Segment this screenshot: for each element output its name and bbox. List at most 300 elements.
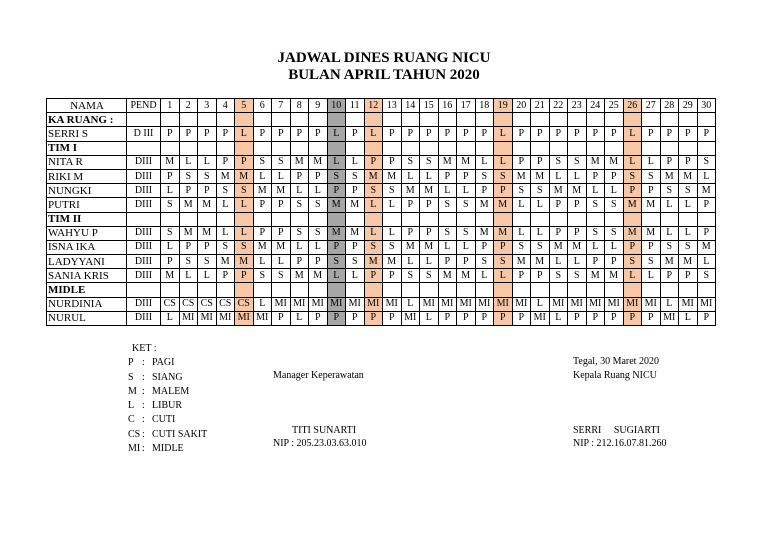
section-day-cell (253, 283, 272, 297)
section-day-cell (161, 283, 180, 297)
shift-cell: P (475, 127, 494, 141)
shift-cell: S (660, 184, 679, 198)
shift-cell: P (512, 269, 531, 283)
staff-row (47, 184, 716, 198)
shift-cell: P (253, 127, 272, 141)
shift-cell: P (346, 127, 365, 141)
staff-pend: D III (127, 127, 161, 141)
section-day-cell (179, 141, 198, 155)
header-day: 7 (272, 99, 291, 113)
shift-cell: S (549, 155, 568, 169)
shift-cell: S (623, 169, 642, 183)
shift-cell: P (568, 226, 587, 240)
shift-cell: P (494, 240, 513, 254)
shift-cell: L (642, 269, 661, 283)
header-day: 12 (364, 99, 383, 113)
shift-cell: L (623, 269, 642, 283)
section-day-cell (383, 283, 402, 297)
shift-cell: L (420, 255, 439, 269)
section-day-cell (568, 113, 587, 127)
section-day-cell (531, 212, 550, 226)
shift-cell: S (290, 198, 309, 212)
shift-cell: L (586, 240, 605, 254)
staff-pend: DIII (127, 184, 161, 198)
shift-cell: S (309, 226, 328, 240)
header-pend: PEND (127, 99, 161, 113)
section-day-cell (272, 141, 291, 155)
shift-cell: P (161, 127, 180, 141)
shift-cell: P (475, 311, 494, 325)
shift-cell: P (475, 240, 494, 254)
shift-cell: L (494, 155, 513, 169)
header-day: 10 (327, 99, 346, 113)
shift-cell: L (401, 169, 420, 183)
section-day-cell (623, 113, 642, 127)
section-day-cell (531, 113, 550, 127)
shift-cell: M (253, 240, 272, 254)
legend-item (128, 356, 207, 370)
section-day-cell (290, 113, 309, 127)
section-day-cell (568, 141, 587, 155)
shift-cell: M (494, 198, 513, 212)
section-day-cell (512, 113, 531, 127)
shift-cell: P (512, 155, 531, 169)
shift-cell: S (660, 240, 679, 254)
shift-cell: P (290, 127, 309, 141)
shift-cell: CS (161, 297, 180, 311)
shift-cell: M (401, 184, 420, 198)
shift-cell: L (457, 240, 476, 254)
shift-cell: M (346, 198, 365, 212)
document-title: JADWAL DINES RUANG NICU (277, 50, 491, 66)
shift-cell: S (216, 184, 235, 198)
shift-cell: S (623, 255, 642, 269)
staff-row (47, 155, 716, 169)
legend-sep: : (142, 443, 145, 455)
section-day-cell (364, 113, 383, 127)
shift-cell: CS (235, 297, 254, 311)
shift-cell: L (475, 269, 494, 283)
shift-cell: L (179, 269, 198, 283)
shift-cell: S (179, 255, 198, 269)
staff-row (47, 226, 716, 240)
shift-cell: L (235, 226, 254, 240)
section-day-cell (549, 141, 568, 155)
shift-cell: P (605, 311, 624, 325)
shift-cell: L (642, 155, 661, 169)
shift-cell: P (272, 311, 291, 325)
section-day-cell (457, 283, 476, 297)
shift-cell: L (253, 255, 272, 269)
shift-cell: P (549, 127, 568, 141)
section-day-cell (438, 141, 457, 155)
staff-row (47, 311, 716, 325)
shift-cell: L (531, 198, 550, 212)
shift-cell: M (309, 155, 328, 169)
shift-cell: P (457, 311, 476, 325)
header-day: 13 (383, 99, 402, 113)
shift-cell: S (235, 184, 254, 198)
shift-cell: L (179, 155, 198, 169)
shift-cell: L (309, 240, 328, 254)
header-day: 27 (642, 99, 661, 113)
shift-cell: S (438, 226, 457, 240)
section-title: TIM II (47, 212, 127, 226)
shift-cell: M (512, 255, 531, 269)
shift-cell: P (309, 311, 328, 325)
section-day-cell (475, 141, 494, 155)
shift-cell: P (290, 169, 309, 183)
shift-cell: P (438, 127, 457, 141)
section-day-cell (420, 113, 439, 127)
header-day: 29 (679, 99, 698, 113)
section-day-cell (605, 113, 624, 127)
section-day-cell (327, 141, 346, 155)
shift-cell: L (457, 184, 476, 198)
section-day-cell (475, 212, 494, 226)
shift-cell: P (198, 184, 217, 198)
section-day-cell (494, 212, 513, 226)
shift-cell: S (383, 240, 402, 254)
legend-code: P (128, 357, 134, 369)
shift-cell: S (253, 269, 272, 283)
legend-desc: SIANG (152, 371, 183, 383)
shift-cell: CS (179, 297, 198, 311)
shift-cell: S (438, 198, 457, 212)
staff-row (47, 240, 716, 254)
shift-cell: M (290, 155, 309, 169)
shift-cell: S (457, 226, 476, 240)
shift-cell: S (401, 155, 420, 169)
shift-cell: P (420, 198, 439, 212)
shift-cell: S (605, 226, 624, 240)
section-day-cell (457, 141, 476, 155)
section-pend (127, 283, 161, 297)
shift-cell: S (364, 184, 383, 198)
legend-sep: : (142, 371, 145, 383)
section-day-cell (457, 212, 476, 226)
shift-cell: P (568, 311, 587, 325)
section-day-cell (549, 283, 568, 297)
legend-code: S (128, 371, 134, 383)
section-day-cell (309, 141, 328, 155)
shift-cell: P (697, 127, 716, 141)
section-day-cell (660, 113, 679, 127)
staff-name: WAHYU P (47, 226, 127, 240)
shift-cell: MI (531, 311, 550, 325)
header-day: 8 (290, 99, 309, 113)
section-day-cell (642, 141, 661, 155)
shift-cell: S (568, 269, 587, 283)
staff-row (47, 198, 716, 212)
shift-cell: L (383, 198, 402, 212)
header-day: 25 (605, 99, 624, 113)
section-day-cell (660, 141, 679, 155)
shift-cell: L (679, 198, 698, 212)
shift-cell: P (549, 226, 568, 240)
header-day: 4 (216, 99, 235, 113)
shift-cell: P (401, 198, 420, 212)
staff-pend: DIII (127, 297, 161, 311)
shift-cell: S (235, 240, 254, 254)
shift-cell: P (642, 127, 661, 141)
shift-cell: L (216, 226, 235, 240)
shift-cell: P (605, 127, 624, 141)
shift-cell: M (161, 155, 180, 169)
shift-cell: L (568, 169, 587, 183)
legend-item (128, 385, 207, 399)
section-day-cell (272, 212, 291, 226)
shift-cell: S (346, 169, 365, 183)
section-title: KA RUANG : (47, 113, 127, 127)
section-day-cell (679, 113, 698, 127)
shift-cell: MI (549, 297, 568, 311)
section-day-cell (253, 113, 272, 127)
shift-cell: M (383, 255, 402, 269)
legend-sep: : (142, 428, 145, 440)
legend-desc: CUTI SAKIT (152, 428, 208, 440)
shift-cell: MI (216, 311, 235, 325)
staff-name: NUNGKI (47, 184, 127, 198)
shift-cell: MI (401, 311, 420, 325)
shift-cell: M (660, 169, 679, 183)
shift-cell: L (290, 184, 309, 198)
shift-cell: S (290, 226, 309, 240)
shift-cell: P (623, 311, 642, 325)
shift-cell: P (586, 169, 605, 183)
shift-cell: S (512, 184, 531, 198)
shift-cell: P (179, 127, 198, 141)
shift-cell: P (420, 127, 439, 141)
document-subtitle: BULAN APRIL TAHUN 2020 (288, 67, 480, 83)
section-day-cell (216, 283, 235, 297)
shift-cell: L (568, 255, 587, 269)
section-day-cell (679, 141, 698, 155)
shift-cell: L (549, 169, 568, 183)
shift-cell: L (235, 127, 254, 141)
shift-cell: P (327, 311, 346, 325)
section-day-cell (605, 141, 624, 155)
place-date: Tegal, 30 Maret 2020 (573, 356, 659, 367)
section-day-cell (531, 141, 550, 155)
section-day-cell (401, 283, 420, 297)
shift-cell: L (586, 184, 605, 198)
staff-name: SERRI S (47, 127, 127, 141)
shift-cell: P (216, 269, 235, 283)
section-day-cell (383, 141, 402, 155)
shift-cell: M (549, 184, 568, 198)
section-day-cell (586, 141, 605, 155)
shift-cell: S (697, 269, 716, 283)
shift-cell: MI (438, 297, 457, 311)
shift-cell: MI (679, 297, 698, 311)
section-day-cell (327, 283, 346, 297)
shift-cell: L (660, 226, 679, 240)
shift-cell: S (679, 184, 698, 198)
staff-row (47, 255, 716, 269)
header-day: 6 (253, 99, 272, 113)
section-day-cell (253, 212, 272, 226)
section-day-cell (475, 113, 494, 127)
shift-cell: L (660, 297, 679, 311)
shift-cell: M (401, 240, 420, 254)
legend-desc: LIBUR (152, 400, 182, 412)
shift-cell: M (235, 255, 254, 269)
header-day: 28 (660, 99, 679, 113)
shift-cell: M (549, 240, 568, 254)
header-day: 19 (494, 99, 513, 113)
shift-cell: MI (457, 297, 476, 311)
section-day-cell (512, 212, 531, 226)
shift-cell: M (586, 155, 605, 169)
shift-cell: L (605, 184, 624, 198)
shift-cell: L (290, 240, 309, 254)
staff-row (47, 169, 716, 183)
legend-sep: : (142, 385, 145, 397)
shift-cell: P (438, 169, 457, 183)
shift-cell: M (660, 255, 679, 269)
shift-cell: M (179, 198, 198, 212)
shift-cell: P (161, 169, 180, 183)
shift-cell: S (420, 155, 439, 169)
shift-cell: P (438, 311, 457, 325)
shift-cell: L (697, 255, 716, 269)
shift-cell: M (494, 226, 513, 240)
staff-name: PUTRI (47, 198, 127, 212)
shift-cell: L (364, 226, 383, 240)
shift-cell: MI (272, 297, 291, 311)
section-day-cell (401, 113, 420, 127)
shift-cell: P (586, 311, 605, 325)
shift-cell: S (346, 255, 365, 269)
shift-cell: L (494, 269, 513, 283)
shift-cell: P (346, 240, 365, 254)
shift-cell: L (623, 127, 642, 141)
header-day: 30 (697, 99, 716, 113)
shift-cell: S (327, 169, 346, 183)
section-row (47, 113, 716, 127)
section-day-cell (475, 283, 494, 297)
shift-cell: P (475, 184, 494, 198)
shift-cell: L (216, 198, 235, 212)
shift-cell: L (512, 226, 531, 240)
staff-pend: DIII (127, 169, 161, 183)
shift-cell: P (235, 269, 254, 283)
shift-cell: L (383, 226, 402, 240)
shift-cell: L (531, 297, 550, 311)
header-day: 18 (475, 99, 494, 113)
shift-cell: P (568, 127, 587, 141)
shift-cell: P (383, 155, 402, 169)
shift-cell: L (401, 297, 420, 311)
shift-cell: P (309, 127, 328, 141)
section-day-cell (605, 212, 624, 226)
shift-cell: MI (494, 297, 513, 311)
shift-cell: P (364, 269, 383, 283)
section-day-cell (179, 283, 198, 297)
legend-item (128, 442, 207, 456)
staff-pend: DIII (127, 226, 161, 240)
shift-cell: M (531, 255, 550, 269)
legend-item (128, 371, 207, 385)
shift-cell: P (531, 155, 550, 169)
header-day: 23 (568, 99, 587, 113)
staff-pend: DIII (127, 155, 161, 169)
shift-cell: P (531, 269, 550, 283)
shift-cell: M (642, 226, 661, 240)
section-day-cell (549, 212, 568, 226)
shift-cell: L (605, 240, 624, 254)
header-day: 24 (586, 99, 605, 113)
shift-cell: S (531, 240, 550, 254)
section-day-cell (586, 113, 605, 127)
legend-sep: : (142, 400, 145, 412)
shift-cell: S (253, 155, 272, 169)
shift-cell: MI (660, 311, 679, 325)
shift-cell: M (697, 240, 716, 254)
shift-cell: P (272, 198, 291, 212)
shift-cell: L (420, 169, 439, 183)
section-day-cell (198, 141, 217, 155)
shift-cell: M (272, 184, 291, 198)
shift-cell: P (272, 127, 291, 141)
section-day-cell (364, 141, 383, 155)
header-row (47, 99, 716, 113)
section-day-cell (198, 283, 217, 297)
shift-cell: P (420, 226, 439, 240)
shift-cell: L (346, 155, 365, 169)
shift-cell: S (179, 169, 198, 183)
shift-cell: S (512, 240, 531, 254)
shift-cell: M (438, 155, 457, 169)
shift-cell: M (272, 240, 291, 254)
shift-cell: MI (586, 297, 605, 311)
manager-name: TITI SUNARTI (292, 425, 357, 436)
shift-cell: L (346, 269, 365, 283)
shift-cell: L (272, 169, 291, 183)
shift-cell: P (586, 127, 605, 141)
shift-cell: P (679, 127, 698, 141)
shift-cell: M (161, 269, 180, 283)
shift-cell: L (198, 155, 217, 169)
section-day-cell (161, 113, 180, 127)
shift-cell: M (679, 255, 698, 269)
header-day: 3 (198, 99, 217, 113)
shift-cell: L (420, 311, 439, 325)
legend-title: KET : (132, 343, 157, 354)
section-day-cell (605, 283, 624, 297)
shift-cell: L (235, 198, 254, 212)
shift-cell: L (549, 255, 568, 269)
shift-cell: M (605, 269, 624, 283)
section-day-cell (568, 283, 587, 297)
legend-desc: CUTI (152, 414, 176, 426)
section-row (47, 141, 716, 155)
shift-cell: M (290, 269, 309, 283)
section-title: MIDLE (47, 283, 127, 297)
shift-cell: MI (364, 297, 383, 311)
shift-cell: P (309, 255, 328, 269)
legend (128, 342, 207, 456)
shift-cell: MI (420, 297, 439, 311)
shift-cell: P (401, 127, 420, 141)
head-role: Kepala Ruang NICU (573, 370, 657, 381)
section-day-cell (161, 141, 180, 155)
shift-cell: P (216, 155, 235, 169)
shift-cell: P (383, 269, 402, 283)
shift-cell: S (309, 198, 328, 212)
shift-cell: S (475, 255, 494, 269)
